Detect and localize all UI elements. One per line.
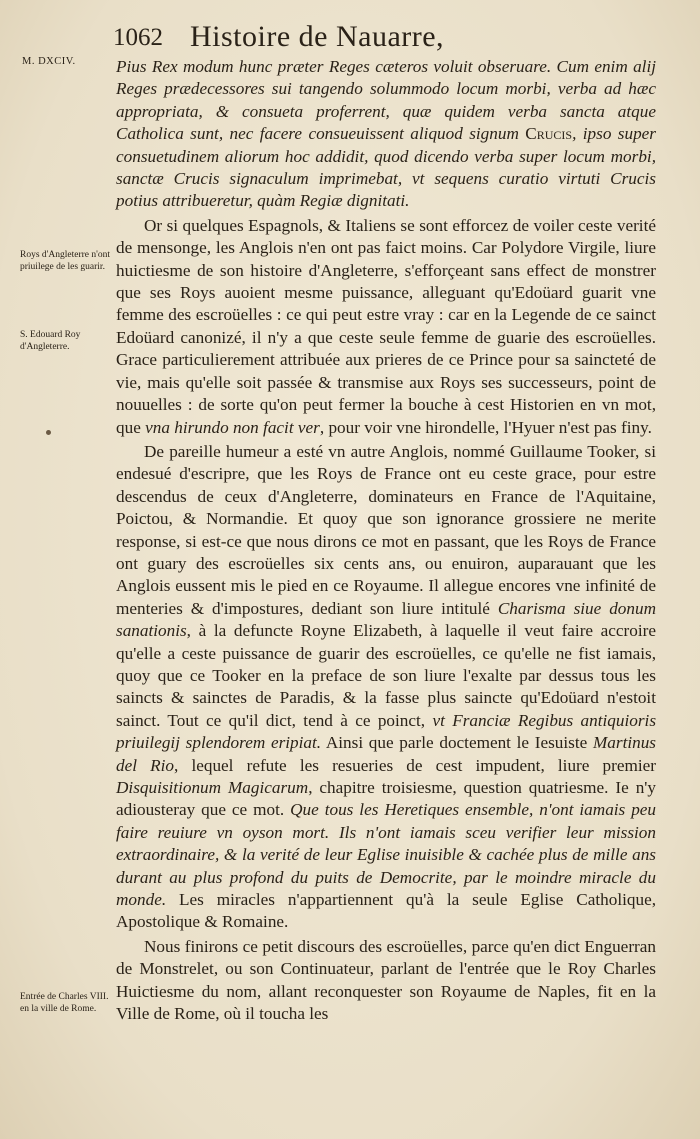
paragraph-tooker-latin-3: Martinus del Rio	[116, 733, 656, 775]
paragraph-tooker-f: Les miracles n'appartiennent qu'à la seule Eglise Catholique, Apostolique & Romaine.	[116, 890, 656, 932]
margin-note-edouard: S. Edouard Roy d'Angleterre.	[20, 330, 81, 352]
margin-note-roys: Roys d'Angleterre n'ont priuilege de les guarir.	[20, 250, 110, 272]
page-number: 1062	[113, 24, 163, 51]
paragraph-tooker	[116, 441, 656, 934]
margin-note-charles: Entrée de Charles VIII. en la ville de Rome.	[20, 992, 109, 1014]
margin-year: M. DXCIV.	[22, 56, 76, 67]
paragraph-polydore-latin: vna hirundo non facit ver	[145, 417, 320, 437]
latin-crucis: Crucis	[525, 124, 573, 144]
body-text	[116, 56, 656, 1025]
page-header	[0, 18, 700, 58]
paragraph-tooker-latin-1: Charisma siue donum sanationis	[116, 598, 656, 641]
paragraph-polydore-end: , pour voir vne hirondelle, l'Hyuer n'est pas finy.	[319, 417, 652, 437]
paragraph-monstrelet	[116, 936, 656, 1026]
paragraph-tooker-a: De pareille humeur a esté vn autre Anglois, nommé Guillaume Tooker, si endesué d'escripre, que les Roys de France ont eu ceste grace, pour estre descendus de ceux d'Angleterre, dominateurs en France de l'Aquitaine, Poictou, & Normandie. Et quoy que son ignorance grossiere ne merite response, si est-ce que nous dirons ce mot en passant, que les Roys de France ont guary des escroüelles six cents ans, ou enuiron, auparauant que les Anglois eussent mis le pied en ce Royaume. Il allegue encores vne infinité de menteries & d'impostures, dediant son liure intitulé	[116, 441, 656, 618]
paragraph-tooker-latin-2: vt Franciæ Regibus antiquioris priuilegij splendorem eripiat.	[116, 710, 657, 753]
paragraph-monstrelet-text: Nous finirons ce petit discours des escroüelles, parce qu'en dict Enguerran de Monstrelet, ou son Continuateur, parlant de l'entrée que le Roy Charles Huictiesme du nom, allant reconquester son Royaume de Naples, fit en la Ville de Rome, où il toucha les	[116, 936, 656, 1024]
running-title: Histoire de Nauarre,	[190, 20, 445, 53]
paragraph-tooker-d: , lequel refute les resueries de cest impudent, liure premier	[174, 755, 656, 775]
latin-quote	[116, 56, 656, 213]
paragraph-tooker-e: , chapitre troisiesme, question quatriesme. Ie n'y adiousteray que ce mot.	[116, 778, 656, 820]
paragraph-polydore-text: Or si quelques Espagnols, & Italiens se sont efforcez de voiler ceste verité de mensonge, les Anglois n'en ont pas faict moins. Car Polydore Virgile, liure huictiesme de son histoire d'Angleterre, s'efforçeant sans effect de monstrer que ses Roys auoient mesme puissance, alleguant qu'Edoüard guarit vne femme des escroüelles : ce qui peut estre vray : car en la Legende de ce sainct Edoüard canonizé, il n'y a que ceste seule femme de guarie des escroüelles. Grace particulierement attribuée aux prieres de ce Prince pour sa saincteté de vie, mais qu'elle soit passée & transmise aux Roys ses successeurs, point de nouuelles : de sorte qu'on peut fermer la bouche à cest Historien en vn mot, que	[116, 215, 656, 437]
paragraph-tooker-latin-4: Disquisitionum Magicarum	[116, 778, 309, 797]
paragraph-tooker-c: Ainsi que parle doctement le Iesuiste	[325, 733, 588, 753]
paragraph-tooker-b: , à la defuncte Royne Elizabeth, à laquelle il veut faire accroire qu'elle a ceste puissance de guarir des escroüelles, ce qu'elle ne fist iamais, quoy que ce Tooker en la preface de son liure l'exalte par dessus tous les saincts & sainctes de Paradis, & la fasse plus saincte qu'Edoüard n'estoit sainct. Tout ce qu'il dict, tend à ce poinct,	[116, 621, 656, 730]
paragraph-polydore	[116, 215, 656, 439]
latin-quote-start: Pius Rex modum hunc præter Reges cæteros voluit obseruare. Cum enim alij Reges prædecessores sui tangendo solummodo locum morbi, verba ad hæc appropriata, & consueta proferrent, quæ quidem verba sancta atque Catholica sunt, nec facere consueuissent aliquod signum	[116, 57, 656, 144]
latin-quote-end: , ipso super consuetudinem aliorum hoc addidit, quod dicendo verba super locum morbi, sanctæ Crucis signaculum imprimebat, vt sequens curatio virtuti Crucis potius attribueretur, quàm Regiæ dignitati.	[116, 124, 656, 211]
ink-dot	[46, 430, 51, 435]
paragraph-tooker-italic: Que tous les Heretiques ensemble, n'ont iamais peu faire reuiure vn oyson mort. Ils n'ont iamais sceu verifier leur mission extraordinaire, & la verité de leur Eglise inuisible & cachée plus de mille ans durant au plus profond du puits de Democrite, par le moindre miracle du monde.	[116, 800, 657, 910]
